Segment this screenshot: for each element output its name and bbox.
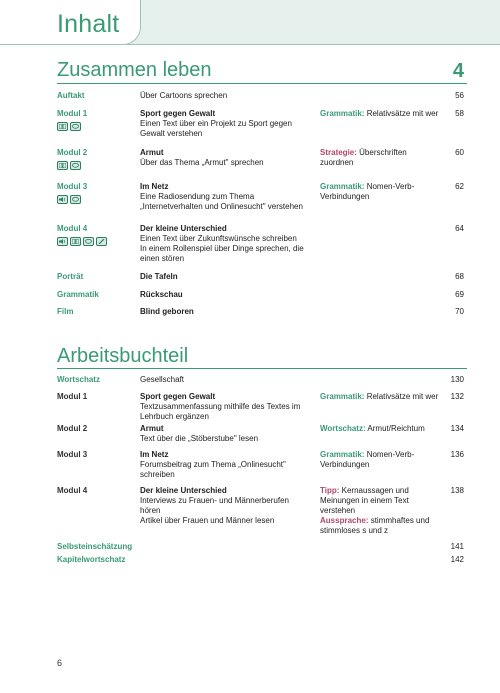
- skill-icons: [57, 237, 107, 246]
- audio-icon: [57, 195, 68, 204]
- audio-icon: [57, 237, 68, 246]
- skill-icons: [57, 195, 81, 204]
- row-page: 136: [450, 450, 464, 459]
- strategy-key: Strategie:: [320, 148, 357, 157]
- row-page: 58: [455, 109, 464, 118]
- speech-icon: [83, 237, 94, 246]
- grammar-text: Relativsätze mit wer: [366, 109, 439, 118]
- row-label: Wortschatz: [57, 375, 100, 384]
- row-title: Armut: [140, 148, 164, 157]
- row-title: Im Netz: [140, 182, 169, 191]
- speech-icon: [70, 122, 81, 131]
- row-page: 60: [455, 148, 464, 157]
- row-title: Im Netz: [140, 450, 169, 459]
- row-page: 68: [455, 272, 464, 281]
- row-label: Modul 4: [57, 486, 88, 495]
- row-label: Auftakt: [57, 91, 85, 100]
- writing-icon: [96, 237, 107, 246]
- grammar-text: Nomen-Verb-Verbindungen: [320, 182, 415, 201]
- row-title: Der kleine Unterschied: [140, 486, 227, 495]
- row-text-2: In einem Rollenspiel über Dinge sprechen, die einen stören: [140, 244, 304, 263]
- row-label: Modul 2: [57, 424, 88, 433]
- row-page: 134: [450, 424, 464, 433]
- row-label: Modul 3: [57, 182, 88, 191]
- row-text: Eine Radiosendung zum Thema „Internetverhalten und Onlinesucht" verstehen: [140, 192, 303, 211]
- row-title: Rückschau: [140, 290, 183, 299]
- grammar-key: Grammatik:: [320, 182, 365, 191]
- row-page: 69: [455, 290, 464, 299]
- row-text: Gesellschaft: [140, 375, 185, 384]
- page-title: Inhalt: [57, 10, 120, 38]
- row-page: 70: [455, 307, 464, 316]
- row-label: Modul 1: [57, 392, 88, 401]
- grammar-key: Grammatik:: [320, 450, 365, 459]
- row-page: 142: [450, 555, 464, 564]
- row-label: Modul 4: [57, 224, 88, 233]
- row-page: 130: [450, 375, 464, 384]
- chapter-number: 4: [452, 60, 464, 82]
- pronunciation-key: Aussprache:: [320, 516, 369, 525]
- row-label: Grammatik: [57, 290, 99, 299]
- grammar-text: Relativsätze mit wer: [366, 392, 439, 401]
- row-text-2: Artikel über Frauen und Männer lesen: [140, 516, 275, 525]
- workbook-title: Arbeitsbuchteil: [57, 345, 189, 367]
- row-label: Film: [57, 307, 74, 316]
- row-title: Sport gegen Gewalt: [140, 392, 216, 401]
- workbook-rule: [57, 368, 467, 369]
- strategy-text: Überschriften zuordnen: [320, 148, 407, 167]
- skill-icons: [57, 122, 81, 131]
- row-text: Interviews zu Frauen- und Männerberufen hören: [140, 496, 289, 515]
- row-title: Der kleine Unterschied: [140, 224, 227, 233]
- row-page: 132: [450, 392, 464, 401]
- grammar-key: Grammatik:: [320, 109, 365, 118]
- text-icon: [57, 161, 68, 170]
- chapter-title: Zusammen leben: [57, 59, 212, 81]
- text-icon: [70, 237, 81, 246]
- row-label: Porträt: [57, 272, 84, 281]
- text-icon: [57, 122, 68, 131]
- row-text: Forumsbeitrag zum Thema „Onlinesucht" schreiben: [140, 460, 286, 479]
- pronunciation-text: stimmhaftes und stimmloses s und z: [320, 516, 430, 535]
- row-text: Einen Text über Zukunftswünsche schreiben: [140, 234, 297, 243]
- row-label: Modul 3: [57, 450, 88, 459]
- vocabulary-key: Wortschatz:: [320, 424, 366, 433]
- row-title: Blind geboren: [140, 307, 194, 316]
- row-label: Modul 1: [57, 109, 88, 118]
- skill-icons: [57, 161, 81, 170]
- row-page: 138: [450, 486, 464, 495]
- tip-key: Tipp:: [320, 486, 340, 495]
- row-page: 62: [455, 182, 464, 191]
- row-text: Über das Thema „Armut" sprechen: [140, 158, 264, 167]
- row-text: Über Cartoons sprechen: [140, 91, 228, 100]
- row-title: Sport gegen Gewalt: [140, 109, 216, 118]
- row-page: 64: [455, 224, 464, 233]
- row-text: Textzusammenfassung mithilfe des Textes im Lehrbuch ergänzen: [140, 402, 301, 421]
- row-page: 56: [455, 91, 464, 100]
- row-title: Armut: [140, 424, 164, 433]
- row-label: Modul 2: [57, 148, 88, 157]
- row-label: Kapitelwortschatz: [57, 555, 126, 564]
- row-text: Einen Text über ein Projekt zu Sport gegen Gewalt verstehen: [140, 119, 292, 138]
- page-number: 6: [57, 658, 63, 668]
- speech-icon: [70, 161, 81, 170]
- grammar-key: Grammatik:: [320, 392, 365, 401]
- chapter-rule: [57, 83, 467, 84]
- speech-icon: [70, 195, 81, 204]
- tip-text: Kernaussagen und Meinungen in einem Text verstehen: [320, 486, 409, 515]
- grammar-text: Nomen-Verb-Verbindungen: [320, 450, 415, 469]
- row-text: Text über die „Stöberstube" lesen: [140, 434, 259, 443]
- row-title: Die Tafeln: [140, 272, 178, 281]
- row-page: 141: [450, 542, 464, 551]
- vocabulary-text: Armut/Reichtum: [367, 424, 425, 433]
- row-label: Selbsteinschätzung: [57, 542, 133, 551]
